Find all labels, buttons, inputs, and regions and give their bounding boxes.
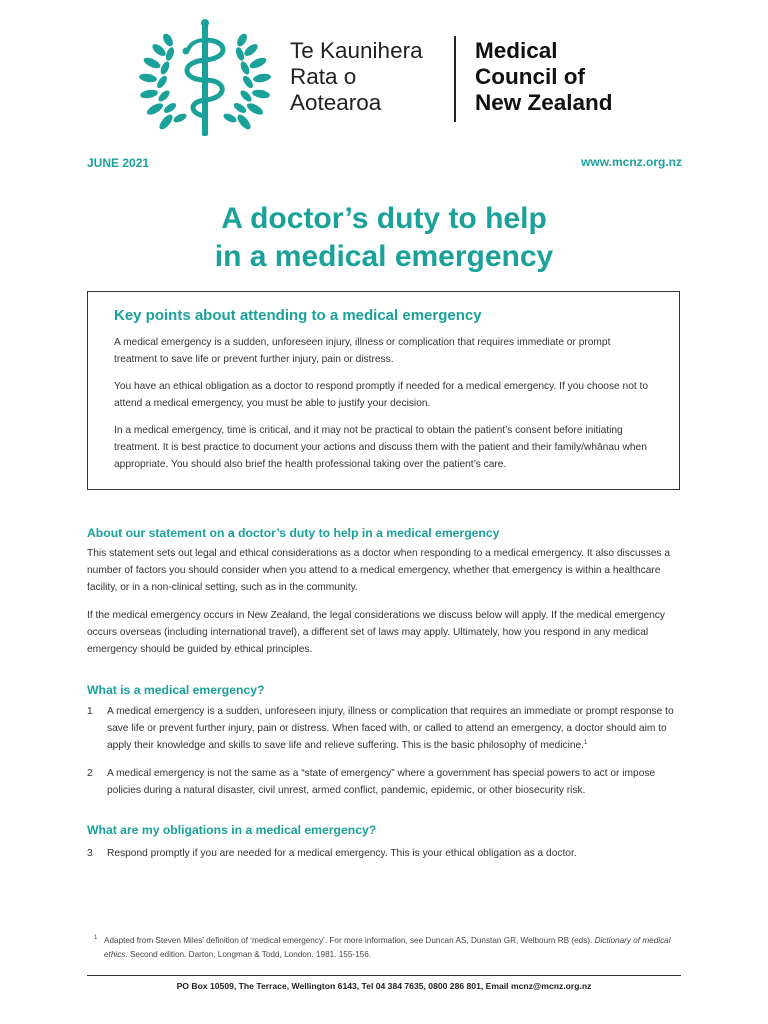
footnote-reference[interactable]: 1 xyxy=(584,740,588,746)
about-paragraph: If the medical emergency occurs in New Zealand, the legal considerations we discuss below will apply. If the medical emergency occurs overseas (including international travel), a different set of laws may apply. Ultimately, how you respond in any medical emergency should be guided by ethical principles. xyxy=(87,610,665,655)
about-heading: About our statement on a doctor’s duty to help in a medical emergency xyxy=(87,526,500,540)
english-name-line: Medical xyxy=(475,38,558,63)
item-number: 2 xyxy=(87,768,93,779)
item-number: 3 xyxy=(87,848,93,859)
what-is-heading: What is a medical emergency? xyxy=(87,683,265,697)
english-name-line: Council of xyxy=(475,64,585,89)
footnote-text: . Second edition. Darton, Longman & Todd, London. 1981. 155-156. xyxy=(125,950,372,959)
maori-name-line: Te Kaunihera xyxy=(290,38,423,63)
item-text-container xyxy=(107,703,687,754)
footnote-mark: 1 xyxy=(94,935,98,941)
footnote-italic-title: Dictionary of medical ethics xyxy=(104,936,671,959)
item-text: A medical emergency is a sudden, unforeseen injury, illness or complication that requires an immediate or prompt response to save life or prevent further injury, pain or distress. When faced with, or called to attend an emergency, a doctor should aim to apply their knowledge and skills to save life and relieve suffering. This is the basic philosophy of medicine. xyxy=(107,706,674,751)
website-link[interactable]: www.mcnz.org.nz xyxy=(581,155,682,169)
title-line: in a medical emergency xyxy=(214,240,554,273)
about-paragraph: This statement sets out legal and ethical considerations as a doctor when responding to a medical emergency. It also discusses a number of factors you should consider when you attend to a medical emergency, whether that emergency is within a healthcare facility, or in a non-clinical setting, such as in the community. xyxy=(87,548,671,593)
item-text: Respond promptly if you are needed for a medical emergency. This is your ethical obligation as a doctor. xyxy=(107,848,577,859)
item-text: A medical emergency is not the same as a “state of emergency” where a government has special powers to act or impose policies during a natural disaster, civil unrest, armed conflict, pandemic, epidemic, or other biosecurity risk. xyxy=(107,768,656,796)
footnote xyxy=(94,934,688,962)
page-title xyxy=(0,200,768,276)
key-point-paragraph: In a medical emergency, time is critical, and it may not be practical to obtain the patient’s consent before initiating treatment. It is best practice to document your actions and discuss them with the patient and their family/whānau when appropriate. You should also brief the health professional taking over the patient’s care. xyxy=(114,425,647,470)
title-line: A doctor’s duty to help xyxy=(221,202,547,235)
footer-divider xyxy=(87,975,681,976)
english-name-line: New Zealand xyxy=(475,90,613,115)
maori-organisation-name xyxy=(290,38,423,116)
obligations-heading: What are my obligations in a medical emergency? xyxy=(87,823,377,837)
key-points-heading: Key points about attending to a medical emergency xyxy=(114,307,482,324)
maori-name-line: Rata o xyxy=(290,64,357,89)
item-number: 1 xyxy=(87,706,93,717)
key-points-box xyxy=(87,291,680,490)
footnote-text: Adapted from Steven Miles’ definition of ‘medical emergency’. For more information, see Duncan AS, Dunstan GR, Welbourn RB (eds). xyxy=(104,936,595,945)
maori-name-line: Aotearoa xyxy=(290,90,382,115)
footer-contact: PO Box 10509, The Terrace, Wellington 6143, Tel 04 384 7635, 0800 286 801, Email mcnz@mcnz.org.nz xyxy=(176,981,592,991)
key-point-paragraph: A medical emergency is a sudden, unforeseen injury, illness or complication that requires immediate or prompt treatment to save life or prevent further injury, pain or distress. xyxy=(114,337,611,365)
key-point-paragraph: You have an ethical obligation as a doctor to respond promptly if needed for a medical emergency. If you choose not to attend a medical emergency, you must be able to justify your decision. xyxy=(114,381,649,409)
header-divider xyxy=(454,36,456,122)
publication-date: JUNE 2021 xyxy=(87,156,150,170)
mcnz-logo-icon xyxy=(138,18,272,140)
english-organisation-name xyxy=(475,38,613,116)
